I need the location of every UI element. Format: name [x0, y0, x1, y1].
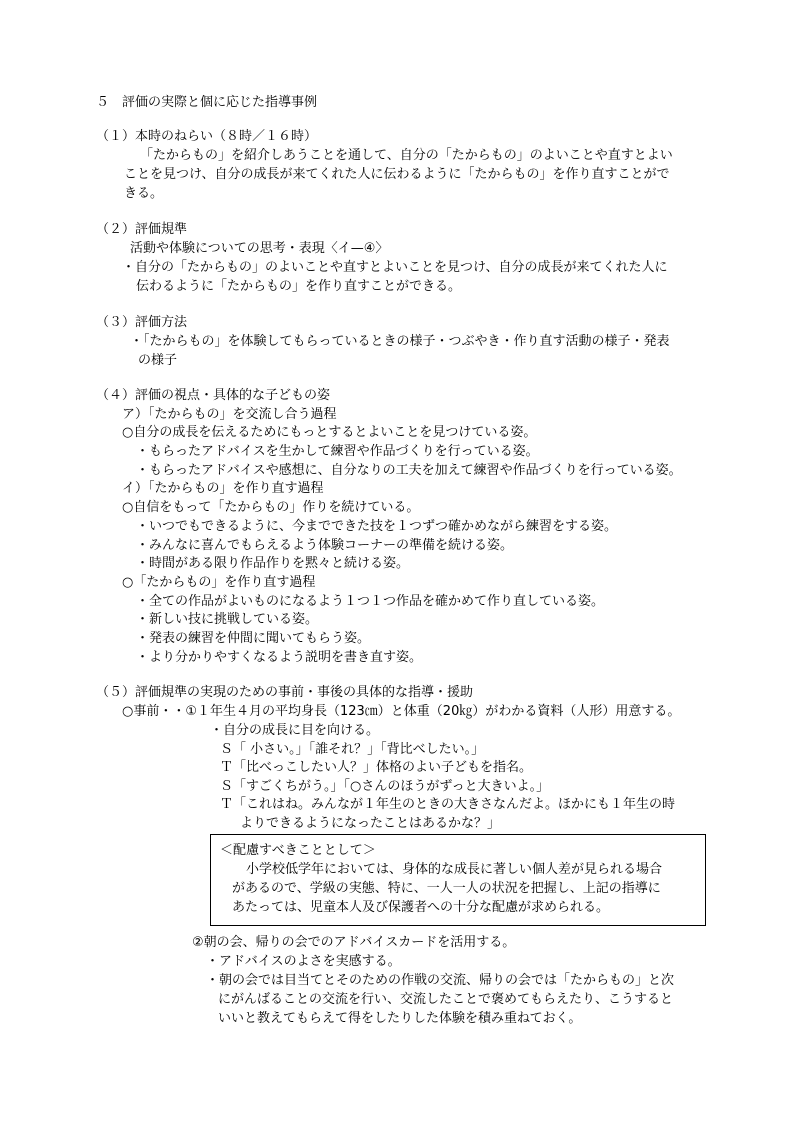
section-5-line: Ｓ「 小さい。」「誰それ？」「背比べしたい。」 [220, 742, 485, 757]
section-3-title: （３）評価方法 [96, 315, 188, 330]
section-4-title: （４）評価の視点・具体的な子どもの姿 [96, 388, 331, 403]
section-3-line: の様子 [138, 353, 178, 368]
section-4-line: ・新しい技に挑戦している姿。 [136, 612, 319, 627]
section-5-line: Ｔ「これはね。みんなが１年生のときの大きさなんだよ。ほかにも１年生の時 [220, 797, 676, 812]
section-4-line: ・もらったアドバイスを生かして練習や作品づくりを行っている姿。 [136, 444, 539, 459]
section-4-line: ○自信をもって「たからもの」作りを続けている。 [122, 500, 420, 515]
section-4-line: ・より分かりやすくなるよう説明を書き直す姿。 [136, 650, 423, 665]
section-4-line: ・みんなに喜んでもらえるよう体験コーナーの準備を続ける姿。 [136, 538, 514, 553]
section-4-line: ・もらったアドバイスや感想に、自分なりの工夫を加えて練習や作品づくりを行っている姿。 [136, 463, 682, 478]
section-1-line: 「たからもの」を紹介しあうことを通して、自分の「たからもの」のよいことや直すとよい [140, 148, 673, 163]
section-5-title: （５）評価規準の実現のための事前・事後の具体的な指導・援助 [96, 685, 474, 700]
section-5-line: よりできるようになったことはあるかな？」 [240, 816, 501, 831]
section-5-line: ○事前・・①１年生４月の平均身長（123㎝）と体重（20㎏）がわかる資料（人形）用意する。 [122, 704, 681, 719]
consideration-line: があるので、学級の実態、特に、一人一人の状況を把握し、上記の指導に [232, 881, 661, 896]
section-5-line: ・アドバイスのよさを実感する。 [206, 954, 401, 969]
section-1-line: ことを見つけ、自分の成長が来てくれた人に伝わるように「たからもの」を作り直すことがで [124, 167, 670, 182]
page-heading: ５ 評価の実際と個に応じた指導事例 [96, 95, 318, 110]
section-2-line: ・自分の「たからもの」のよいことや直すとよいことを見つけ、自分の成長が来てくれた人に [122, 260, 668, 275]
section-5-line: ・自分の成長に目を向ける。 [210, 723, 380, 738]
section-2-title: （２）評価規準 [96, 222, 188, 237]
consideration-line: あたっては、児童本人及び保護者への十分な配慮が求められる。 [232, 900, 610, 915]
section-4-line: ○自分の成長を伝えるためにもっとするとよいことを見つけている姿。 [122, 425, 537, 440]
section-5-line: ②朝の会、帰りの会でのアドバイスカードを活用する。 [192, 935, 516, 950]
section-5-line: Ｔ「比べっこしたい人？」体格のよい子どもを指名。 [220, 760, 533, 775]
section-4-line: ・時間がある限り作品作りを黙々と続ける姿。 [136, 556, 410, 571]
section-2-subtitle: 活動や体験についての思考・表現〈イ—④〉 [130, 241, 389, 256]
section-4-line: ○「たからもの」を作り直す過程 [122, 575, 316, 590]
section-1-title: （１）本時のねらい（８時／１６時） [96, 129, 318, 144]
section-5-line: いいと教えてもらえて得をしたりした体験を積み重ねておく。 [218, 1011, 582, 1026]
consideration-title: ＜配慮すべきこととして＞ [220, 843, 376, 858]
section-5-line: にがんばることの交流を行い、交流したことで褒めてもらえたり、こうすると [218, 992, 674, 1007]
section-4-line: ・いつでもできるように、今までできた技を１つずつ確かめながら練習をする姿。 [136, 519, 618, 534]
section-4-line: ・全ての作品がよいものになるよう１つ１つ作品を確かめて作り直している姿。 [136, 594, 605, 609]
consideration-line: 小学校低学年においては、身体的な成長に著しい個人差が見られる場合 [246, 862, 663, 877]
section-5-line: Ｓ「すごくちがう。」「○さんのほうがずっと大きいよ。」 [220, 779, 550, 794]
section-3-line: ・「たからもの」を体験してもらっているときの様子・つぶやき・作り直す活動の様子・発表 [130, 334, 670, 349]
section-4-line: ・発表の練習を仲間に聞いてもらう姿。 [136, 631, 371, 646]
section-4-line: ア）「たからもの」を交流し合う過程 [122, 407, 337, 422]
section-4-line: イ）「たからもの」を作り直す過程 [122, 481, 324, 496]
section-1-line: きる。 [124, 186, 164, 201]
section-2-line: 伝わるように「たからもの」を作り直すことができる。 [136, 279, 462, 294]
section-5-line: ・朝の会では目当てとそのための作戦の交流、帰りの会では「たからもの」と次 [206, 973, 675, 988]
